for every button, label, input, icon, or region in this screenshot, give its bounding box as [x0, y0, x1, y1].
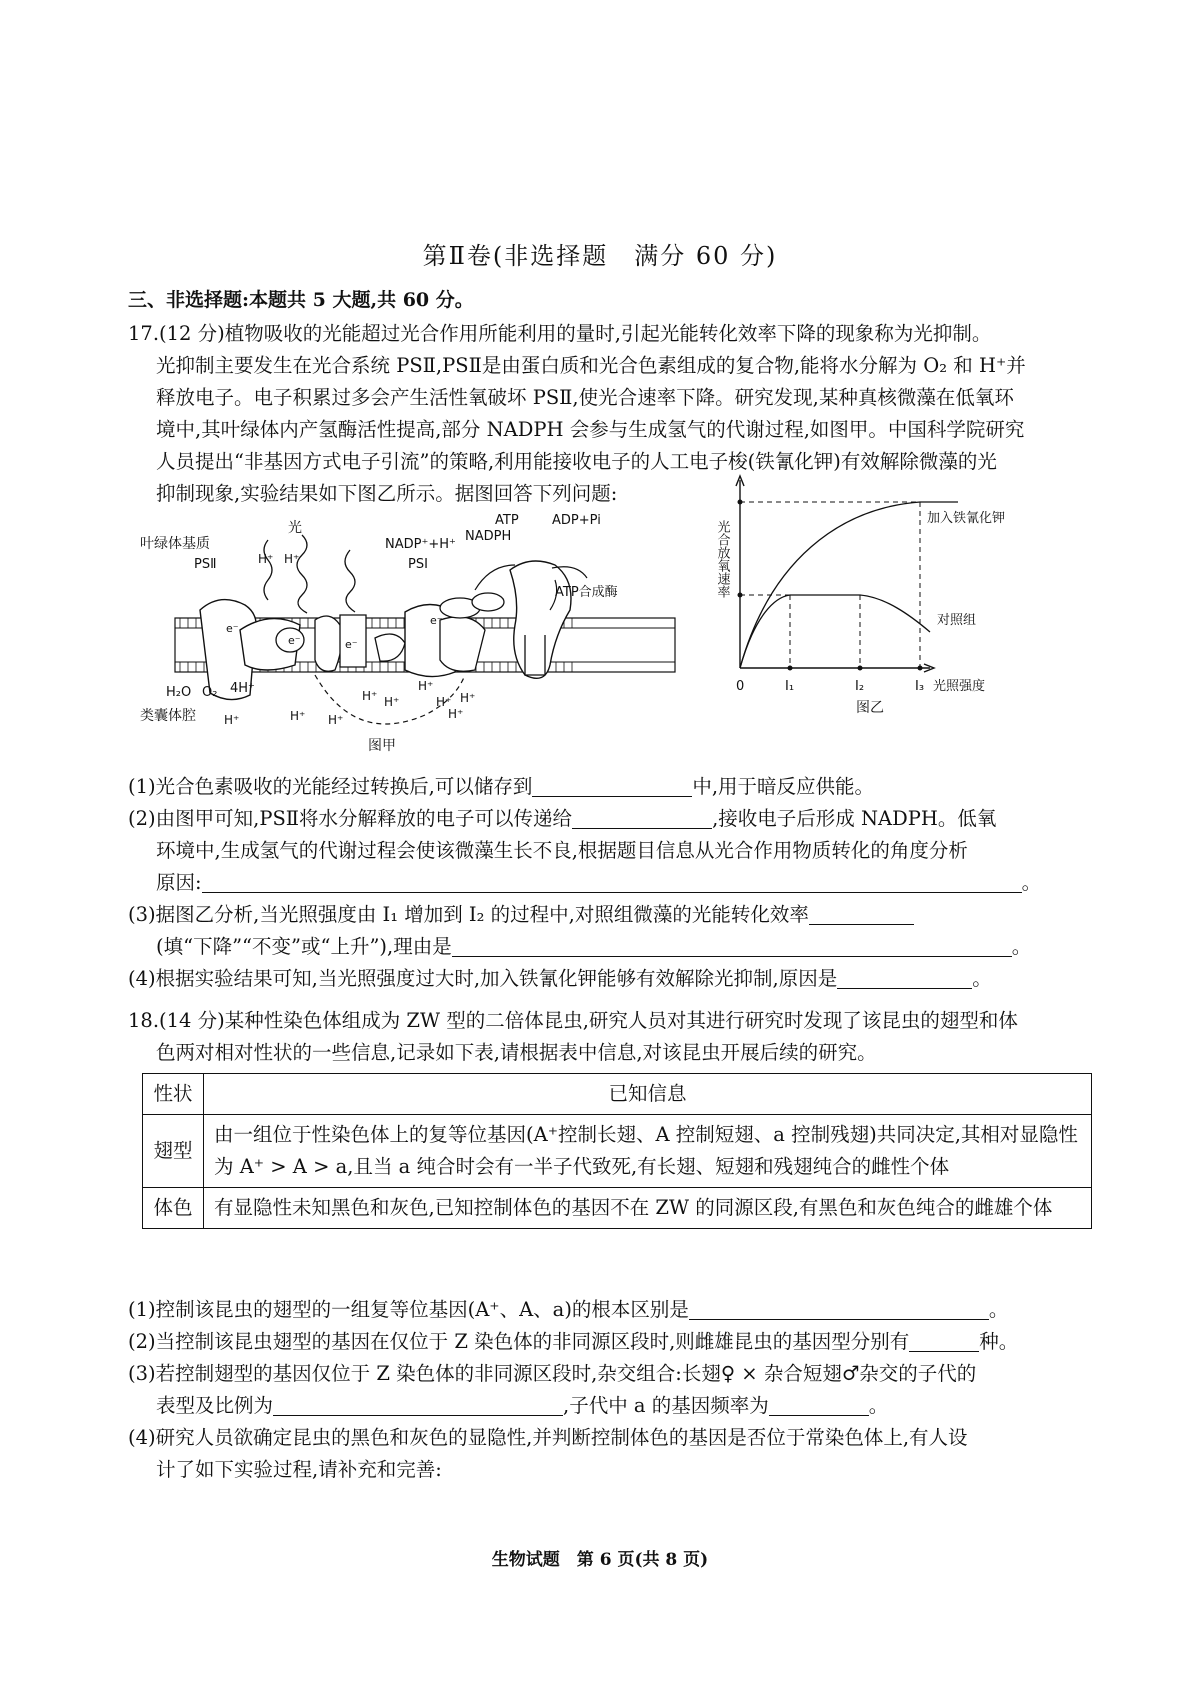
q17-sub2-text: 环境中,生成氢气的代谢过程会使该微藻生长不良,根据题目信息从光合作用物质转化的角度分析: [156, 839, 968, 862]
chart-origin: 0: [736, 679, 745, 694]
figures: [140, 511, 1100, 760]
fig-a-label: H₂O: [166, 685, 192, 700]
q18-line: 18.(14 分)某种性染色体组成为 ZW 型的二倍体昆虫,研究人员对其进行研究时发现了该昆虫的翅型和体: [128, 1009, 1018, 1032]
section-header: 三、非选择题:本题共 5 大题,共 60 分。: [128, 289, 474, 311]
q17-line: 光抑制主要发生在光合系统 PSⅡ,PSⅡ是由蛋白质和光合色素组成的复合物,能将水分解为 O₂ 和 H⁺并: [156, 354, 1026, 377]
q17-sub4: [128, 963, 1092, 995]
q18-sub2-text: 种。: [979, 1330, 1019, 1353]
q18-intro: [128, 1005, 1092, 1069]
q17-sub3-text: 。: [1011, 935, 1032, 958]
q17-sub1-text: 中,用于暗反应供能。: [692, 775, 875, 798]
q17-line: 抑制现象,实验结果如下图乙所示。据图回答下列问题:: [156, 482, 618, 505]
q17-subquestions: [128, 771, 1092, 995]
q18-table-wrap: [142, 1073, 1092, 1229]
answer-blank[interactable]: [273, 1393, 563, 1416]
fig-a-label: e⁻: [430, 614, 443, 627]
q17-line: 境中,其叶绿体内产氢酶活性提高,部分 NADPH 会参与生成氢气的代谢过程,如图甲。中国科学院研究: [156, 418, 1025, 441]
chart-xlabel: 光照强度: [933, 679, 986, 694]
chart-tick: I₃: [915, 679, 925, 694]
q18-subquestions: [128, 1294, 1092, 1486]
table-cell-info: 有显隐性未知黑色和灰色,已知控制体色的基因不在 ZW 的同源区段,有黑色和灰色纯合的雌雄个体: [204, 1188, 1092, 1229]
fig-a-label: H⁺: [460, 691, 476, 705]
q18-sub4: (4)研究人员欲确定昆虫的黑色和灰色的显隐性,并判断控制体色的基因是否位于常染色体上,有人设: [128, 1426, 968, 1449]
fig-a-label: e⁻: [345, 638, 358, 651]
fig-b-caption: 图乙: [856, 700, 884, 716]
q17-sub3: [128, 899, 1092, 931]
q17-sub1-text: (1)光合色素吸收的光能经过转换后,可以储存到: [128, 775, 533, 798]
answer-blank[interactable]: [532, 774, 692, 797]
q17-sub2-text: (2)由图甲可知,PSⅡ将水分解释放的电子可以传递给: [128, 807, 573, 830]
fig-a-label: ATP: [495, 513, 519, 528]
series-ferricyanide: [740, 502, 958, 668]
answer-blank[interactable]: [909, 1329, 979, 1352]
q17-sub2-text: ,接收电子后形成 NADPH。低氧: [712, 807, 997, 830]
fig-a-label: H⁺: [448, 707, 464, 721]
table-header: 已知信息: [204, 1074, 1092, 1115]
fig-a-label: NADPH: [465, 529, 512, 544]
table-cell-trait: 体色: [143, 1188, 204, 1229]
table-cell-trait: 翅型: [143, 1115, 204, 1188]
q18-line: 色两对相对性状的一些信息,记录如下表,请根据表中信息,对该昆虫开展后续的研究。: [156, 1041, 877, 1064]
fig-a-label: H⁺: [418, 679, 434, 693]
fig-a-label: PSⅠ: [408, 557, 428, 572]
q17-sub2-text: 。: [1021, 871, 1042, 894]
fig-a-label: H⁺: [436, 695, 452, 709]
q18-sub3-text: 。: [868, 1394, 889, 1417]
fig-a-label: e⁻: [226, 622, 239, 635]
chart-ylabel: 光合放氧速率: [714, 520, 730, 598]
series-control: [740, 595, 930, 668]
table-row: [143, 1115, 1092, 1188]
q18-sub3-answer: [128, 1390, 1092, 1422]
figure-a-diagram: [140, 513, 675, 754]
table-cell-info: 由一组位于性染色体上的复等位基因(A⁺控制长翅、A 控制短翅、a 控制残翅)共同决定,其相对显隐性为 A⁺ > A > a,且当 a 纯合时会有一半子代致死,有长翅、短翅和残翅纯合的雌性个体: [204, 1115, 1092, 1188]
fig-a-label: H⁺: [284, 552, 300, 566]
q17-sub1: [128, 771, 1092, 803]
fig-a-label: ATP合成酶: [555, 585, 618, 600]
table-row: [143, 1188, 1092, 1229]
fig-a-label: H⁺: [224, 713, 240, 727]
q18-sub1-text: (1)控制该昆虫的翅型的一组复等位基因(A⁺、A、a)的根本区别是: [128, 1298, 689, 1321]
answer-blank[interactable]: [572, 806, 712, 829]
chart-tick: I₁: [785, 679, 795, 694]
fig-a-label: H⁺: [362, 689, 378, 703]
page-title: 第Ⅱ卷(非选择题 满分 60 分): [422, 242, 778, 270]
q17-line: 释放电子。电子积累过多会产生活性氧破坏 PSⅡ,使光合速率下降。研究发现,某种真核微藻在低氧环: [156, 386, 1014, 409]
fig-a-label: NADP⁺+H⁺: [385, 537, 456, 552]
q17-sub3-text: (填“下降”“不变”或“上升”),理由是: [156, 935, 452, 958]
info-table: [142, 1073, 1092, 1229]
q17-intro: [128, 318, 1092, 510]
answer-blank[interactable]: [837, 966, 972, 989]
q18-sub3-text: ,子代中 a 的基因频率为: [563, 1394, 769, 1417]
q18-sub3: (3)若控制翅型的基因仅位于 Z 染色体的非同源区段时,杂交组合:长翅♀ × 杂合短翅♂杂交的子代的: [128, 1362, 977, 1385]
q17-sub3-text: (3)据图乙分析,当光照强度由 I₁ 增加到 I₂ 的过程中,对照组微藻的光能转化效率: [128, 903, 809, 926]
q17-sub2: [128, 803, 1092, 835]
answer-blank[interactable]: [202, 870, 1022, 893]
q17-sub4-text: 。: [972, 967, 992, 990]
fig-a-label: 4H⁺: [230, 681, 255, 696]
q17-sub2-text: 原因:: [156, 871, 202, 894]
table-header-row: [143, 1074, 1092, 1115]
answer-blank[interactable]: [689, 1297, 989, 1320]
chart-tick: I₂: [855, 679, 865, 694]
q18-sub1: [128, 1294, 1092, 1326]
fig-a-label: O₂: [202, 685, 218, 700]
fig-a-label: e⁻: [288, 634, 301, 647]
q17-line: 人员提出“非基因方式电子引流”的策略,利用能接收电子的人工电子梭(铁氰化钾)有效解除微藻的光: [156, 450, 997, 473]
fig-a-label: H⁺: [258, 552, 274, 566]
q18-sub1-text: 。: [988, 1298, 1009, 1321]
q17-line: 17.(12 分)植物吸收的光能超过光合作用所能利用的量时,引起光能转化效率下降的现象称为光抑制。: [128, 322, 992, 345]
q18-sub2-text: (2)当控制该昆虫翅型的基因在仅位于 Z 染色体的非同源区段时,则雌雄昆虫的基因型分别有: [128, 1330, 910, 1353]
answer-blank[interactable]: [809, 902, 914, 925]
fig-a-label: PSⅡ: [194, 557, 217, 572]
fig-a-label: 叶绿体基质: [140, 536, 210, 552]
q18-sub3-text: 表型及比例为: [156, 1394, 274, 1417]
page-footer: 生物试题 第 6 页(共 8 页): [491, 1550, 709, 1570]
table-header: 性状: [143, 1074, 204, 1115]
q17-sub2-reason: [128, 867, 1092, 899]
fig-a-caption: 图甲: [368, 738, 396, 754]
fig-a-label: 光: [288, 520, 302, 536]
q17-sub3-reason: [128, 931, 1092, 963]
q17-sub4-text: (4)根据实验结果可知,当光照强度过大时,加入铁氰化钾能够有效解除光抑制,原因是: [128, 967, 838, 990]
answer-blank[interactable]: [452, 934, 1012, 957]
answer-blank[interactable]: [769, 1393, 869, 1416]
fig-a-label: H⁺: [328, 713, 344, 727]
q18-sub2: [128, 1326, 1092, 1358]
series-label-control: 对照组: [937, 613, 977, 628]
series-label-ferricyanide: 加入铁氰化钾: [927, 511, 1006, 526]
q18-sub4-cont: 计了如下实验过程,请补充和完善:: [156, 1458, 442, 1481]
fig-a-label: 类囊体腔: [140, 708, 196, 724]
fig-a-label: H⁺: [290, 709, 306, 723]
figure-b-chart: [715, 476, 1006, 716]
fig-a-label: ADP+Pi: [552, 513, 601, 528]
fig-a-label: H⁺: [384, 695, 400, 709]
